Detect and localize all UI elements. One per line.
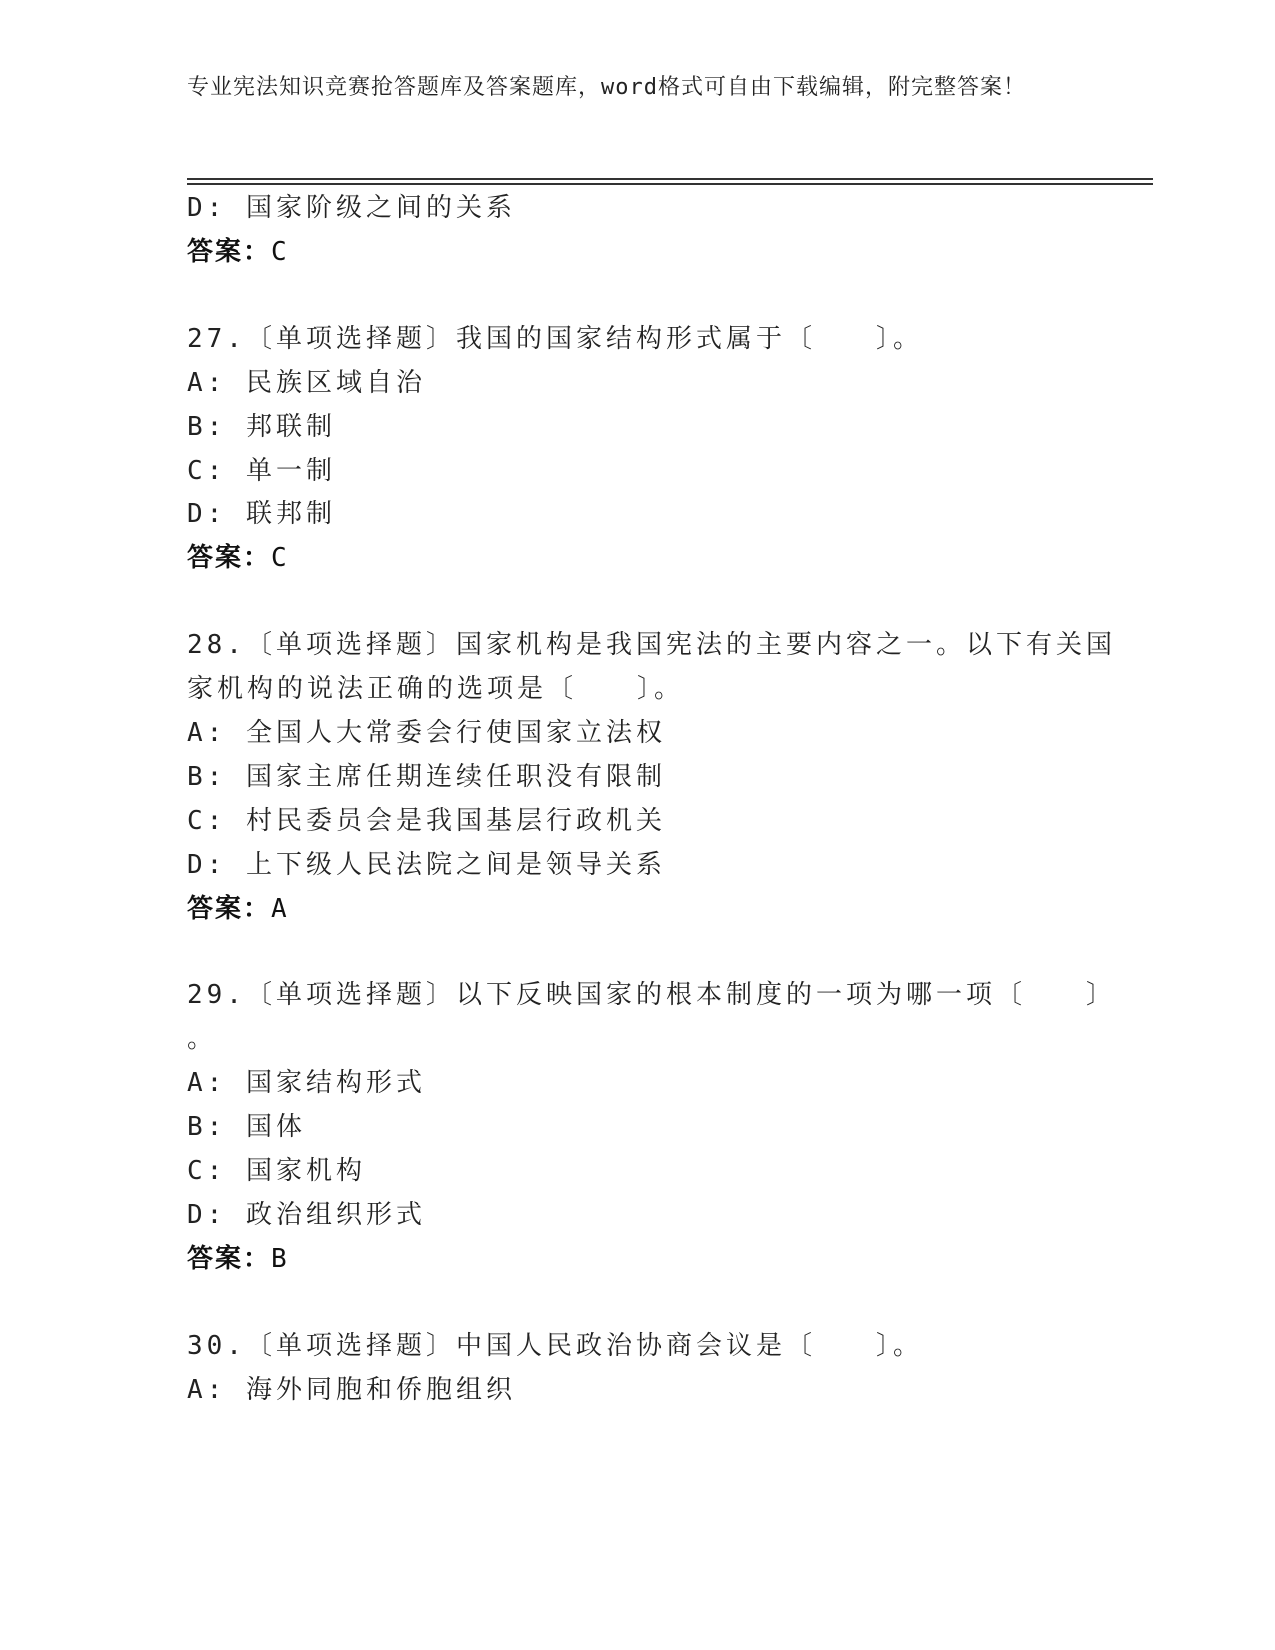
prev-answer — [187, 235, 289, 269]
q30-option-a: A: 海外同胞和侨胞组织 — [187, 1375, 516, 1405]
q30-stem: 30.〔单项选择题〕中国人民政治协商会议是〔 〕。 — [187, 1331, 923, 1361]
q28-option-b: B: 国家主席任期连续任职没有限制 — [187, 762, 666, 792]
q29-stem-line1: 29.〔单项选择题〕以下反映国家的根本制度的一项为哪一项〔 〕 — [187, 980, 1116, 1010]
answer-value: A — [271, 894, 289, 924]
answer-value: C — [271, 543, 289, 573]
q29-answer — [187, 1242, 289, 1276]
q29-option-d: D: 政治组织形式 — [187, 1200, 426, 1230]
page-header: 专业宪法知识竞赛抢答题库及答案题库，word格式可自由下载编辑，附完整答案！ — [187, 75, 1026, 100]
header-rule-bottom — [187, 183, 1153, 185]
answer-label: 答案： — [187, 1244, 272, 1274]
answer-value: C — [271, 237, 289, 267]
answer-value: B — [271, 1244, 289, 1274]
q27-answer — [187, 541, 289, 575]
q28-stem-line1: 28.〔单项选择题〕国家机构是我国宪法的主要内容之一。以下有关国 — [187, 630, 1116, 660]
q28-stem-line2: 家机构的说法正确的选项是〔 〕。 — [187, 674, 685, 704]
q27-option-a: A: 民族区域自治 — [187, 368, 426, 398]
q29-option-b: B: 国体 — [187, 1112, 306, 1142]
q27-stem: 27.〔单项选择题〕我国的国家结构形式属于〔 〕。 — [187, 324, 923, 354]
q28-option-c: C: 村民委员会是我国基层行政机关 — [187, 806, 666, 836]
q28-option-a: A: 全国人大常委会行使国家立法权 — [187, 718, 666, 748]
answer-label: 答案： — [187, 894, 272, 924]
q28-answer — [187, 892, 289, 926]
q29-option-a: A: 国家结构形式 — [187, 1068, 426, 1098]
answer-label: 答案： — [187, 237, 272, 267]
prev-option-d: D: 国家阶级之间的关系 — [187, 193, 516, 223]
q29-option-c: C: 国家机构 — [187, 1156, 366, 1186]
q28-option-d: D: 上下级人民法院之间是领导关系 — [187, 850, 666, 880]
answer-label: 答案： — [187, 543, 272, 573]
q27-option-c: C: 单一制 — [187, 456, 336, 486]
header-rule-top — [187, 178, 1153, 180]
q27-option-b: B: 邦联制 — [187, 412, 336, 442]
q29-stem-line2: 。 — [187, 1024, 218, 1054]
q27-option-d: D: 联邦制 — [187, 499, 336, 529]
